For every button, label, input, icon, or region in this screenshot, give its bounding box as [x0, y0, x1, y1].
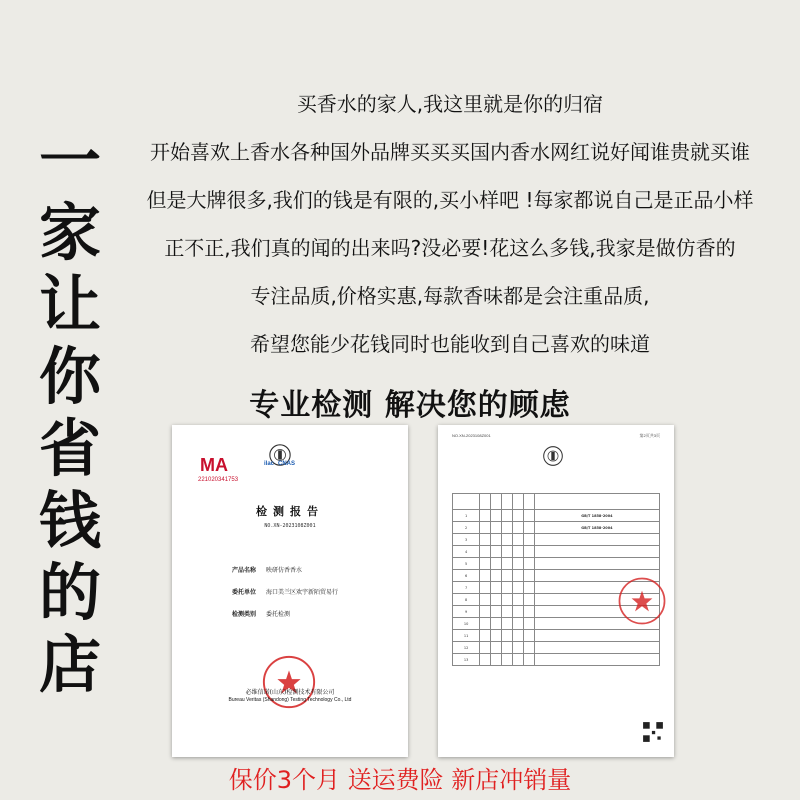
table-cell	[491, 534, 502, 546]
table-header-cell	[512, 494, 523, 510]
table-cell	[480, 582, 491, 594]
table-cell	[512, 594, 523, 606]
table-cell	[523, 618, 534, 630]
company-name-en: Bureau Veritas (Shandong) Testing Technology Co., Ltd	[228, 697, 352, 703]
table-cell: 8	[453, 594, 480, 606]
table-cell: 7	[453, 582, 480, 594]
table-cell	[523, 522, 534, 534]
table-cell	[523, 654, 534, 666]
intro-line: 开始喜欢上香水各种国外品牌买买买国内香水网红说好闻谁贵就买谁	[150, 140, 750, 164]
promo-footer: 保价3个月 送运费险 新店冲销量	[228, 766, 572, 794]
headline: 专业检测 解决您的顾虑	[249, 388, 571, 423]
table-cell	[502, 510, 513, 522]
table-cell	[512, 546, 523, 558]
table-cell	[480, 642, 491, 654]
table-cell: 1	[453, 510, 480, 522]
table-cell	[480, 522, 491, 534]
table-header-cell	[502, 494, 513, 510]
table-cell: 3	[453, 534, 480, 546]
report-number: NO.XN-2023108Z001	[264, 523, 316, 529]
vertical-title-char: 你	[38, 340, 101, 413]
table-cell	[480, 510, 491, 522]
table-row	[453, 546, 660, 558]
table-cell	[480, 618, 491, 630]
table-cell	[512, 606, 523, 618]
table-cell	[534, 558, 659, 570]
qr-code-icon	[642, 721, 664, 743]
table-cell	[491, 546, 502, 558]
cma-number: 221020341753	[198, 477, 239, 483]
vertical-title-char: 家	[38, 196, 101, 269]
table-cell	[512, 654, 523, 666]
table-row	[453, 558, 660, 570]
table-cell: 2	[453, 522, 480, 534]
intro-line: 但是大牌很多,我们的钱是有限的,买小样吧 !每家都说自己是正品小样	[146, 188, 754, 212]
vertical-title-char: 一	[38, 124, 101, 197]
table-row	[453, 510, 660, 522]
table-cell	[523, 510, 534, 522]
report-number: NO.XN-2023108Z001	[452, 433, 491, 438]
table-header-cell	[480, 494, 491, 510]
table-cell	[502, 546, 513, 558]
table-row	[453, 522, 660, 534]
table-cell	[502, 594, 513, 606]
table-cell	[502, 606, 513, 618]
vertical-title-char: 让	[38, 268, 101, 341]
table-cell	[523, 546, 534, 558]
table-header-cell	[491, 494, 502, 510]
table-header-cell	[453, 494, 480, 510]
table-cell	[480, 654, 491, 666]
test-report-cover	[172, 425, 408, 757]
table-cell	[491, 582, 502, 594]
field-value: 委托检测	[266, 611, 291, 618]
table-cell	[523, 534, 534, 546]
table-header-cell	[523, 494, 534, 510]
table-cell	[512, 618, 523, 630]
table-cell: 11	[453, 630, 480, 642]
table-cell	[502, 654, 513, 666]
table-cell	[502, 558, 513, 570]
table-cell	[502, 582, 513, 594]
vertical-title-char: 省	[38, 412, 101, 485]
table-header-cell	[534, 494, 659, 510]
test-report-results-page	[438, 425, 674, 757]
intro-line: 买香水的家人,我这里就是你的归宿	[296, 92, 604, 116]
table-cell	[480, 630, 491, 642]
table-cell	[523, 630, 534, 642]
table-cell	[502, 630, 513, 642]
table-cell	[523, 558, 534, 570]
table-cell	[523, 642, 534, 654]
intro-line: 希望您能少花钱同时也能收到自己喜欢的味道	[250, 332, 650, 356]
table-cell: 13	[453, 654, 480, 666]
field-type	[232, 609, 290, 618]
table-cell	[480, 534, 491, 546]
table-cell	[491, 570, 502, 582]
field-value: 海口美兰区欢宇新陌贸易行	[266, 589, 339, 596]
table-cell	[512, 582, 523, 594]
cnas-logo-icon: CNAS	[278, 461, 296, 467]
table-cell: GB/T 1858-2004	[534, 510, 659, 522]
table-cell	[512, 510, 523, 522]
accreditation-logos	[264, 461, 295, 467]
table-cell	[534, 630, 659, 642]
vertical-title-char: 店	[38, 628, 101, 701]
table-cell	[491, 558, 502, 570]
table-cell	[491, 642, 502, 654]
table-cell	[491, 522, 502, 534]
field-label: 产品名称	[232, 567, 257, 574]
table-cell	[534, 546, 659, 558]
table-cell	[523, 582, 534, 594]
ilac-logo-icon: ilac	[264, 461, 275, 467]
table-cell	[491, 630, 502, 642]
table-row	[453, 654, 660, 666]
table-cell	[491, 594, 502, 606]
table-cell	[523, 606, 534, 618]
table-cell: 4	[453, 546, 480, 558]
table-cell: 10	[453, 618, 480, 630]
table-cell: 6	[453, 570, 480, 582]
table-row	[453, 630, 660, 642]
table-cell	[512, 570, 523, 582]
page-number: 第2页共3页	[639, 433, 660, 438]
table-cell	[491, 510, 502, 522]
field-label: 检测类别	[232, 611, 257, 618]
table-cell	[502, 534, 513, 546]
vertical-title	[30, 125, 110, 701]
field-client	[232, 587, 338, 596]
report-page-header	[452, 433, 660, 439]
vertical-title-char: 钱	[38, 484, 101, 557]
table-cell	[491, 618, 502, 630]
table-cell	[502, 522, 513, 534]
table-cell	[523, 570, 534, 582]
intro-text	[110, 80, 790, 368]
table-row	[453, 642, 660, 654]
vertical-title-char: 的	[38, 556, 101, 629]
table-cell	[502, 570, 513, 582]
table-row	[453, 534, 660, 546]
table-cell	[534, 642, 659, 654]
table-cell	[480, 546, 491, 558]
cma-logo: MA	[200, 455, 228, 475]
intro-line: 专注品质,价格实惠,每款香味都是会注重品质,	[250, 284, 650, 308]
table-cell	[534, 654, 659, 666]
company-name-cn: 必维信诺(山东)检测技术有限公司	[245, 689, 335, 696]
table-cell	[523, 594, 534, 606]
field-label: 委托单位	[232, 589, 257, 596]
table-cell: 12	[453, 642, 480, 654]
intro-line: 正不正,我们真的闻的出来吗?没必要!花这么多钱,我家是做仿香的	[164, 236, 736, 260]
table-cell: 5	[453, 558, 480, 570]
table-cell	[512, 558, 523, 570]
red-seal-icon	[616, 575, 668, 627]
table-cell	[480, 558, 491, 570]
table-cell	[512, 630, 523, 642]
table-cell	[534, 534, 659, 546]
table-cell	[512, 642, 523, 654]
report-title: 检测报告	[256, 505, 324, 518]
table-cell: GB/T 1858-2004	[534, 522, 659, 534]
table-cell	[502, 618, 513, 630]
field-value: 映研仿香香水	[266, 567, 303, 574]
table-cell	[480, 570, 491, 582]
table-cell	[480, 606, 491, 618]
table-cell	[512, 534, 523, 546]
table-cell: 9	[453, 606, 480, 618]
table-cell	[480, 594, 491, 606]
table-cell	[502, 642, 513, 654]
table-cell	[491, 654, 502, 666]
table-cell	[512, 522, 523, 534]
table-cell	[491, 606, 502, 618]
bureau-veritas-logo-icon	[542, 445, 564, 467]
field-product	[232, 565, 302, 574]
